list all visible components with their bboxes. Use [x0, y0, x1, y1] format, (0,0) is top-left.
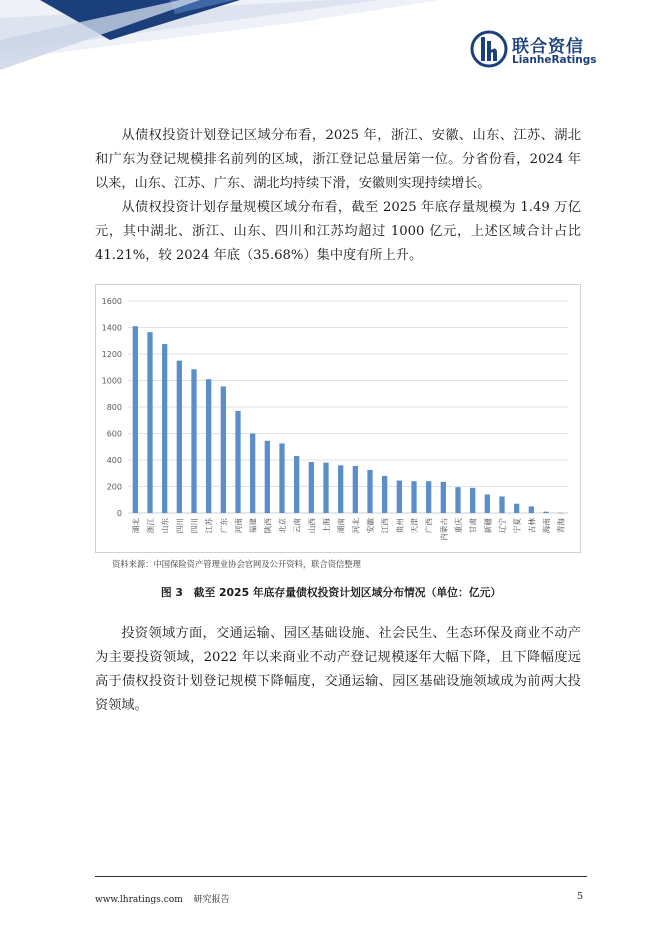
x-category-label: 上海 [322, 518, 331, 534]
y-tick-label: 1400 [101, 323, 122, 333]
page-number: 5 [577, 891, 584, 902]
x-category-label: 陕西 [263, 518, 273, 534]
bar [191, 369, 196, 513]
y-tick-label: 400 [106, 456, 122, 465]
bar [470, 488, 475, 513]
x-category-label: 内蒙古 [439, 518, 449, 541]
bar [426, 481, 431, 513]
footer-website[interactable]: www.lhratings.com [95, 895, 183, 905]
company-logo [470, 30, 610, 74]
footer-report-type: 研究报告 [193, 895, 230, 905]
bar [543, 512, 548, 513]
bar [147, 332, 152, 513]
bar [441, 482, 446, 513]
x-category-label: 福建 [248, 518, 258, 534]
bar [309, 462, 314, 513]
bar [514, 504, 519, 513]
bar [353, 466, 358, 513]
y-tick-label: 800 [106, 403, 122, 412]
x-category-label: 青海 [556, 518, 566, 534]
y-tick-label: 1200 [101, 350, 122, 359]
bar [177, 361, 182, 513]
bar [485, 494, 490, 513]
bar [382, 476, 387, 513]
x-category-label: 贵州 [395, 518, 405, 534]
y-tick-label: 0 [116, 509, 122, 518]
x-category-label: 湖南 [336, 518, 346, 534]
x-category-label: 云南 [292, 518, 302, 534]
bar-chart-svg [96, 285, 580, 552]
header-decoration [0, 0, 440, 92]
bar [250, 434, 255, 514]
x-category-label: 吉林 [527, 518, 537, 534]
figure-caption: 图 3 截至 2025 年底存量债权投资计划区域分布情况（单位：亿元） [160, 586, 502, 599]
paragraph-investment-fields: 投资领域方面，交通运输、园区基础设施、社会民生、生态环保及商业不动产为主要投资领域，2022 年以来商业不动产登记规模逐年大幅下降，且下降幅度远高于债权投资计划登记规模下降幅度，交通运输、园区基础设施领域成为前两大投资领域。 [95, 626, 581, 713]
bar [411, 481, 416, 513]
paragraph-stock-scale-region: 从债权投资计划存量规模区域分布看，截至 2025 年底存量规模为 1.49 万亿元，其中湖北、浙江、山东、四川和江苏均超过 1000 亿元，上述区域合计占比 41.21%，较 2024 年底（35.68%）集中度有所上升。 [95, 200, 581, 263]
bar [323, 463, 328, 513]
bar [133, 326, 138, 513]
footer-info [95, 892, 238, 905]
bar [221, 386, 226, 513]
x-category-label: 安徽 [366, 518, 375, 534]
x-category-label: 甘肃 [468, 518, 478, 534]
bar [529, 506, 534, 513]
x-category-label: 广西 [424, 518, 434, 534]
logo-english-name: LianheRatings [512, 54, 597, 66]
x-category-label: 江西 [380, 518, 390, 534]
figure-source: 资料来源：中国保险资产管理业协会官网及公开资料，联合资信整理 [112, 559, 361, 569]
x-category-label: 新疆 [483, 518, 493, 534]
bar [279, 443, 284, 513]
x-category-label: 浙江 [146, 518, 155, 534]
x-category-label: 广东 [219, 518, 229, 534]
y-tick-label: 1600 [101, 297, 122, 306]
bar [499, 496, 504, 513]
x-category-label: 山东 [160, 518, 170, 534]
x-category-label: 天津 [410, 518, 419, 534]
bar [265, 441, 270, 513]
region-distribution-chart [95, 284, 581, 553]
bar [206, 379, 211, 513]
x-category-label: 海南 [542, 518, 551, 534]
x-category-label: 河北 [351, 518, 361, 534]
lianhe-logo-icon [470, 30, 508, 68]
footer-divider [95, 876, 587, 877]
x-category-label: 宁夏 [512, 518, 522, 534]
x-category-label: 四川 [175, 518, 185, 534]
bar [367, 470, 372, 513]
x-category-label: 湖北 [131, 518, 141, 534]
bar [455, 487, 460, 513]
bar [294, 456, 299, 513]
bar [338, 465, 343, 513]
y-tick-label: 200 [106, 482, 122, 492]
x-category-label: 河南 [234, 518, 243, 534]
y-tick-label: 1000 [101, 376, 122, 386]
x-category-label: 北京 [278, 518, 287, 534]
bar [558, 513, 563, 514]
bar [397, 481, 402, 513]
x-category-label: 江苏 [204, 518, 214, 534]
logo-chinese-name: 联合资信 [512, 37, 584, 57]
x-category-label: 辽宁 [498, 518, 507, 534]
x-category-label: 四川 [190, 518, 199, 534]
y-tick-label: 600 [106, 429, 122, 439]
bar [162, 344, 167, 513]
x-category-label: 重庆 [454, 518, 463, 534]
x-category-label: 山西 [307, 518, 317, 534]
paragraph-registration-region: 从债权投资计划登记区域分布看，2025 年，浙江、安徽、山东、江苏、湖北和广东为登记规模排名前列的区域，浙江登记总量居第一位。分省份看，2024 年以来，山东、江苏、广东、湖北均持续下滑，安徽则实现持续增长。 [95, 128, 581, 191]
bar [235, 411, 240, 513]
